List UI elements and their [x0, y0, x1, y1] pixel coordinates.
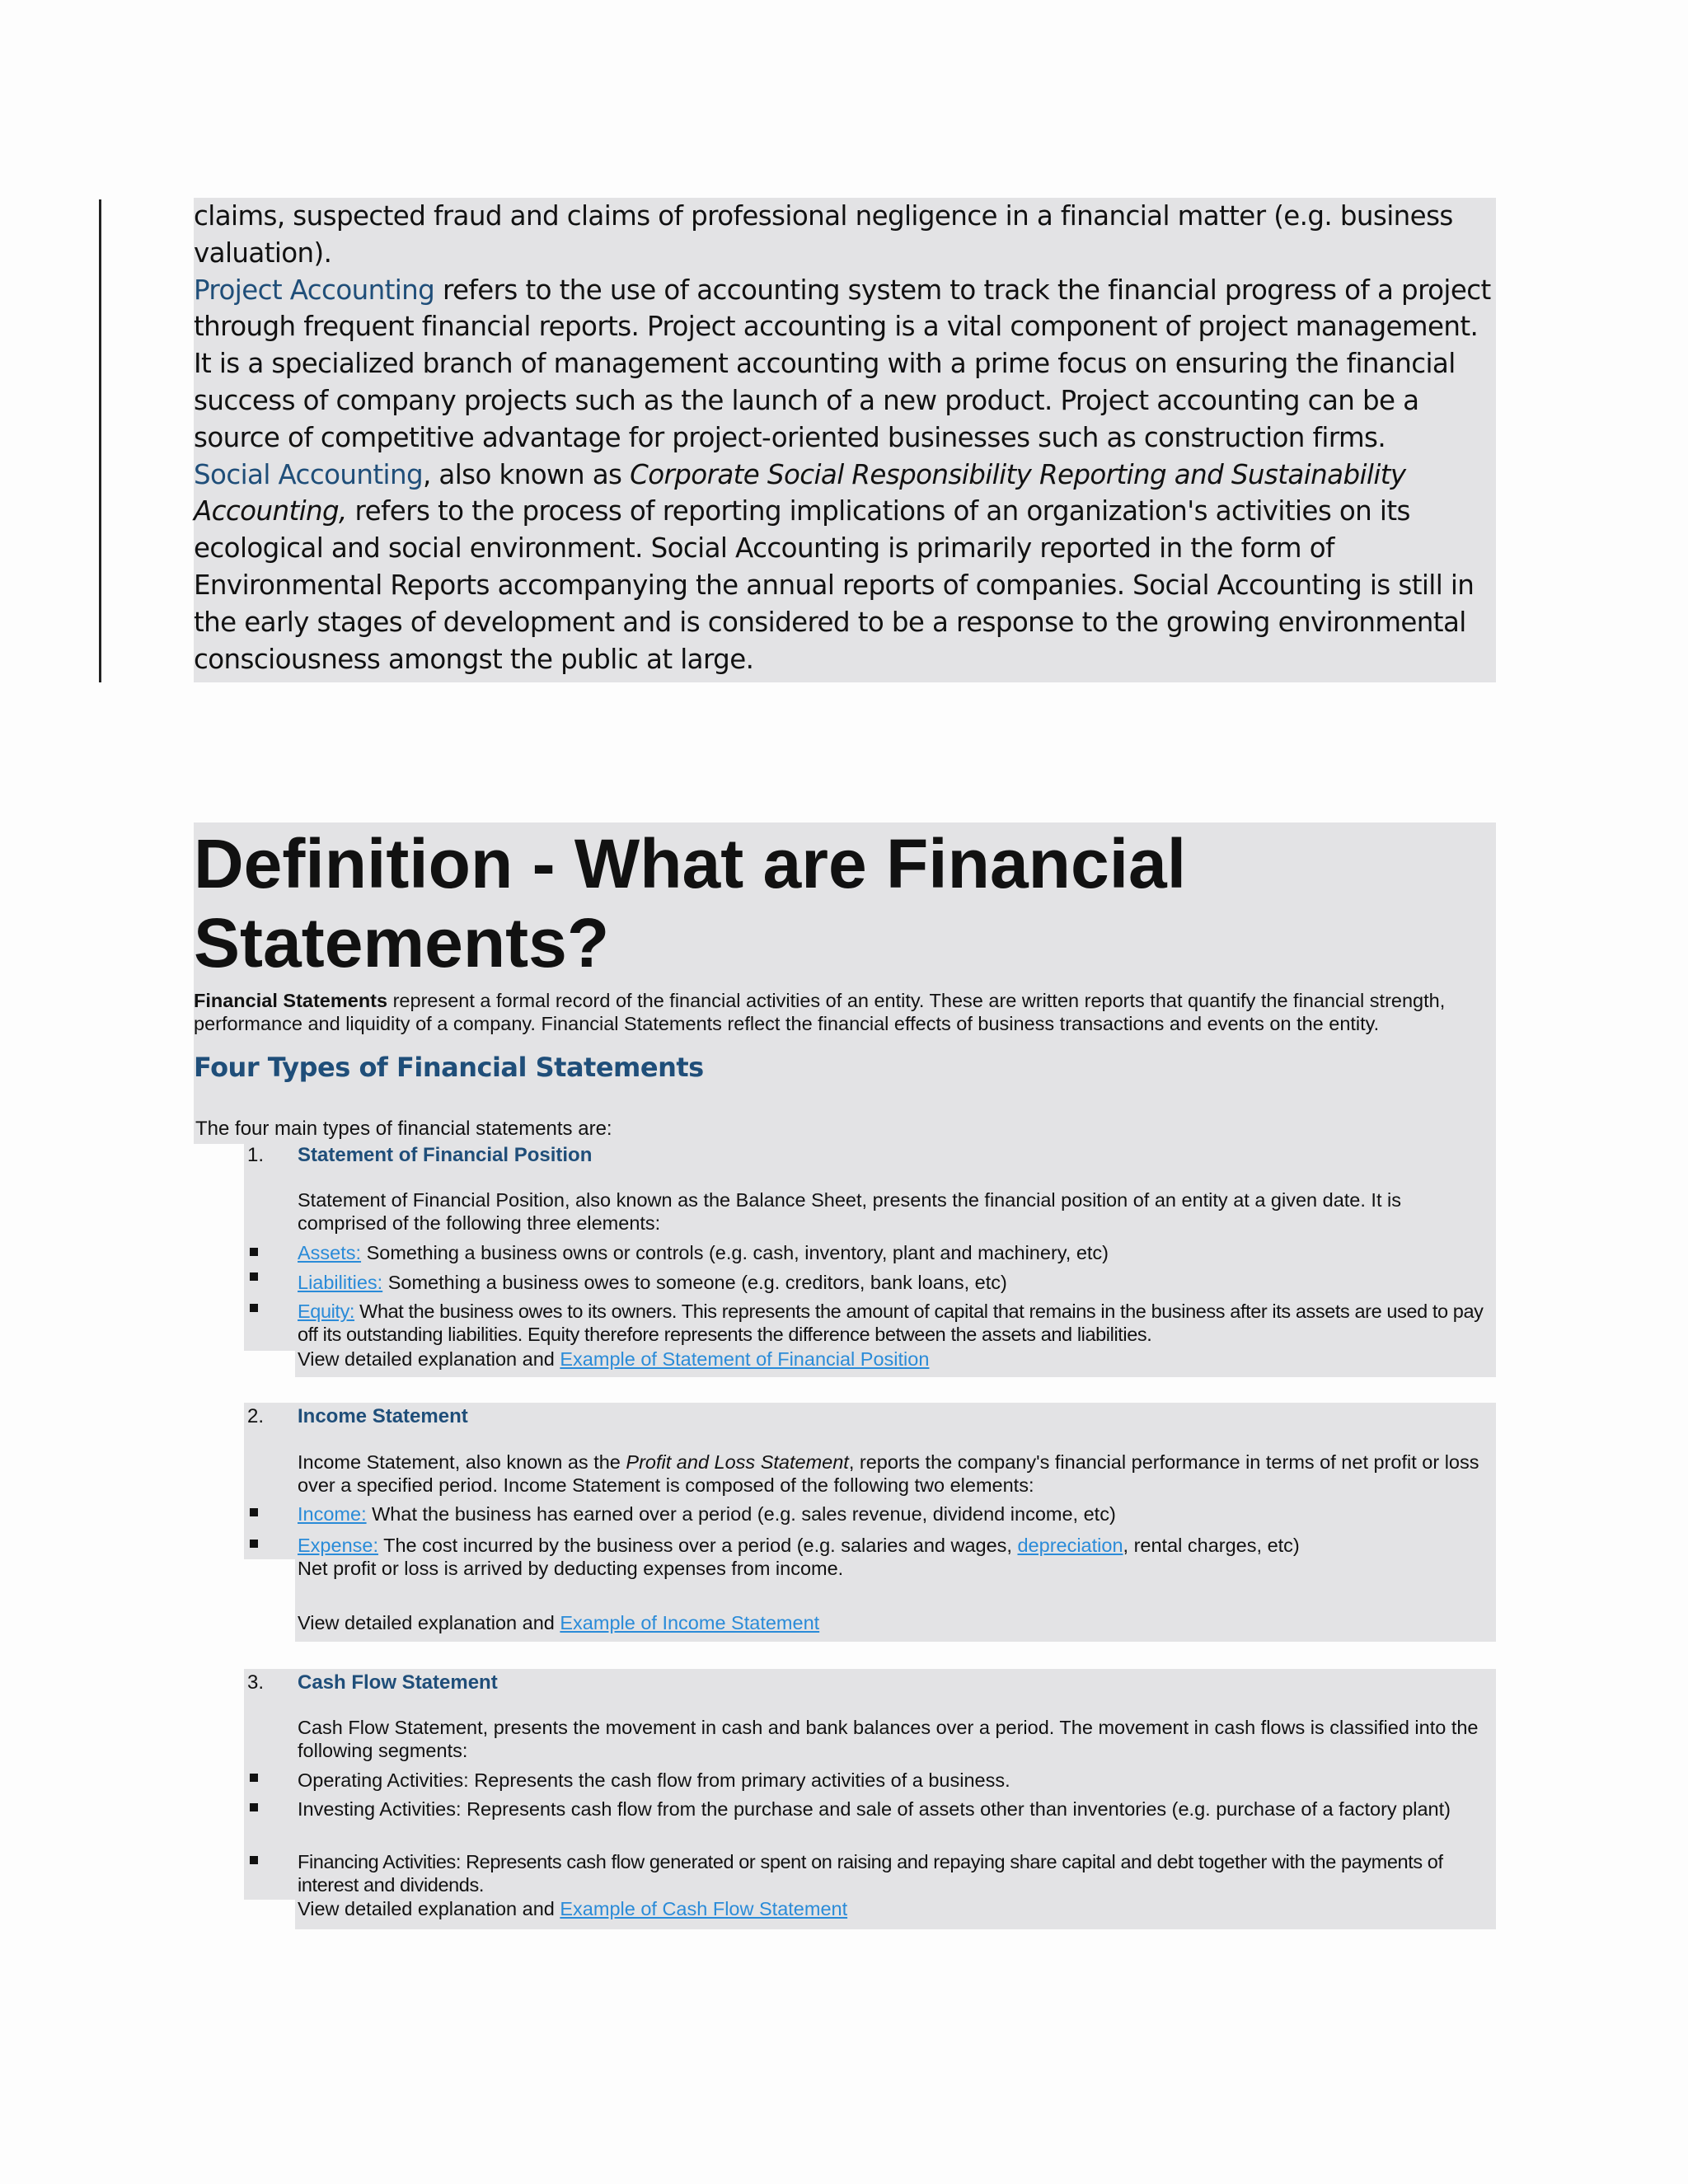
types-lead: The four main types of financial statements are:: [195, 1118, 612, 1140]
list-item-financing: Financing Activities: Represents cash flow generated or spent on raising and repaying share capital and debt together with the payments of interest and dividends.: [298, 1851, 1443, 1896]
term-social-accounting[interactable]: Social Accounting: [194, 458, 423, 490]
desc-pre: Income Statement, also known as the: [298, 1451, 626, 1473]
bullet-icon: [247, 1508, 259, 1520]
paragraph-project-accounting: [194, 272, 1496, 457]
bullet-icon: [247, 1304, 259, 1315]
project-accounting-text: refers to the use of accounting system to track the financial progress of a project through frequent financial reports. Project accounting is a vital component of project management. It is a specialized branch of management accounting with a prime focus on ensuring the financial success of company projects such as the launch of a new product. Project accounting can be a source of competitive advantage for project-oriented businesses such as construction firms.: [194, 274, 1491, 453]
list-item-income-text: What the business has earned over a period (e.g. sales revenue, dividend income, etc): [366, 1503, 1116, 1525]
intro-bold-term: Financial Statements: [194, 990, 388, 1011]
section-1-number: 1.: [247, 1144, 265, 1166]
list-item-assets-text: Something a business owns or controls (e.g. cash, inventory, plant and machinery, etc): [361, 1242, 1109, 1263]
social-accounting-text: refers to the process of reporting implications of an organization's activities on its ecological and social environment. Social Accounting is primarily reported in the form of Environmental Reports accompanying the annual reports of companies. Social Accounting is still in the early stages of development and is considered to be a response to the growing environmental consciousness amongst the public at large.: [194, 495, 1475, 675]
paragraph-social-accounting: [194, 457, 1496, 678]
definition-intro: [194, 989, 1496, 1035]
list-item-income: [298, 1502, 1493, 1526]
intro-text: represent a formal record of the financial activities of an entity. These are written reports that quantify the financial strength, performance and liquidity of a company. Financial Statements reflect the financial effects of business transactions and events on the entity.: [194, 990, 1446, 1034]
page-title: Definition - What are Financial Statements?: [194, 825, 1187, 982]
section-1-bullet-bg: [244, 1141, 295, 1351]
top-text-block: [194, 198, 1496, 682]
list-item-equity: [298, 1300, 1493, 1346]
bullet-icon: [247, 1774, 259, 1785]
link-liabilities[interactable]: Liabilities:: [298, 1272, 383, 1293]
section-2-description: [298, 1451, 1493, 1497]
section-3-view-line: [298, 1897, 1493, 1920]
term-project-accounting[interactable]: Project Accounting: [194, 274, 435, 306]
net-profit-note: Net profit or loss is arrived by deducting expenses from income.: [298, 1558, 844, 1579]
list-item-investing: Investing Activities: Represents cash flow from the purchase and sale of assets other than inventories (e.g. purchase of a factory plant): [298, 1798, 1451, 1820]
bullet-icon: [247, 1803, 259, 1815]
bullet-icon: [247, 1272, 259, 1284]
link-income[interactable]: Income:: [298, 1503, 367, 1525]
social-accounting-italic: Corporate Social Responsibility Reporting and Sustainability Accounting,: [194, 458, 1406, 527]
view-text: View detailed explanation and: [298, 1348, 560, 1370]
subheading-four-types: Four Types of Financial Statements: [194, 1052, 704, 1083]
list-item-operating: Operating Activities: Represents the cash flow from primary activities of a business.: [298, 1769, 1010, 1791]
section-1-view-line: [298, 1347, 1493, 1371]
paragraph-claims: claims, suspected fraud and claims of professional negligence in a financial matter (e.g. business valuation).: [194, 200, 1453, 269]
desc-italic: Profit and Loss Statement: [626, 1451, 849, 1473]
expense-text-pre: The cost incurred by the business over a period (e.g. salaries and wages,: [377, 1535, 1018, 1556]
section-2-view-line: [298, 1611, 1493, 1634]
link-example-income-statement[interactable]: Example of Income Statement: [560, 1612, 820, 1633]
link-example-cash-flow[interactable]: Example of Cash Flow Statement: [560, 1898, 848, 1919]
list-item-liabilities-text: Something a business owes to someone (e.g. creditors, bank loans, etc): [382, 1272, 1007, 1293]
list-item-assets: [298, 1241, 1493, 1264]
bullet-icon: [247, 1248, 259, 1259]
bullet-icon: [247, 1856, 259, 1868]
link-assets[interactable]: Assets:: [298, 1242, 362, 1263]
view-text: View detailed explanation and: [298, 1612, 560, 1633]
link-expense[interactable]: Expense:: [298, 1535, 378, 1556]
section-3-title: Cash Flow Statement: [298, 1671, 498, 1694]
view-text: View detailed explanation and: [298, 1898, 560, 1919]
expense-text-post: , rental charges, etc): [1123, 1535, 1300, 1556]
section-1-description: Statement of Financial Position, also known as the Balance Sheet, presents the financial position of an entity at a given date. It is comprised of the following three elements:: [298, 1189, 1401, 1234]
list-item-expense: [298, 1534, 1493, 1557]
section-3-description: Cash Flow Statement, presents the movement in cash and bank balances over a period. The movement in cash flows is classified into the following segments:: [298, 1717, 1479, 1761]
link-depreciation[interactable]: depreciation: [1017, 1535, 1123, 1556]
list-item-liabilities: [298, 1271, 1493, 1294]
list-item-equity-text: What the business owes to its owners. This represents the amount of capital that remains in the business after its assets are used to pay off its outstanding liabilities. Equity therefore represents the difference between the assets and liabilities.: [298, 1301, 1484, 1345]
section-3-number: 3.: [247, 1671, 265, 1694]
link-equity[interactable]: Equity:: [298, 1301, 355, 1322]
section-2-number: 2.: [247, 1405, 265, 1427]
bullet-icon: [247, 1540, 259, 1551]
social-accounting-pre: , also known as: [422, 458, 631, 490]
section-2-title: Income Statement: [298, 1405, 468, 1427]
desc-post: , reports the company's financial performance in terms of net profit or loss over a specified period. Income Statement is composed of the following two elements:: [298, 1451, 1479, 1496]
definition-block: [194, 823, 1496, 1144]
change-bar: [99, 199, 101, 682]
section-1-title: Statement of Financial Position: [298, 1144, 593, 1166]
link-example-financial-position[interactable]: Example of Statement of Financial Position: [560, 1348, 930, 1370]
